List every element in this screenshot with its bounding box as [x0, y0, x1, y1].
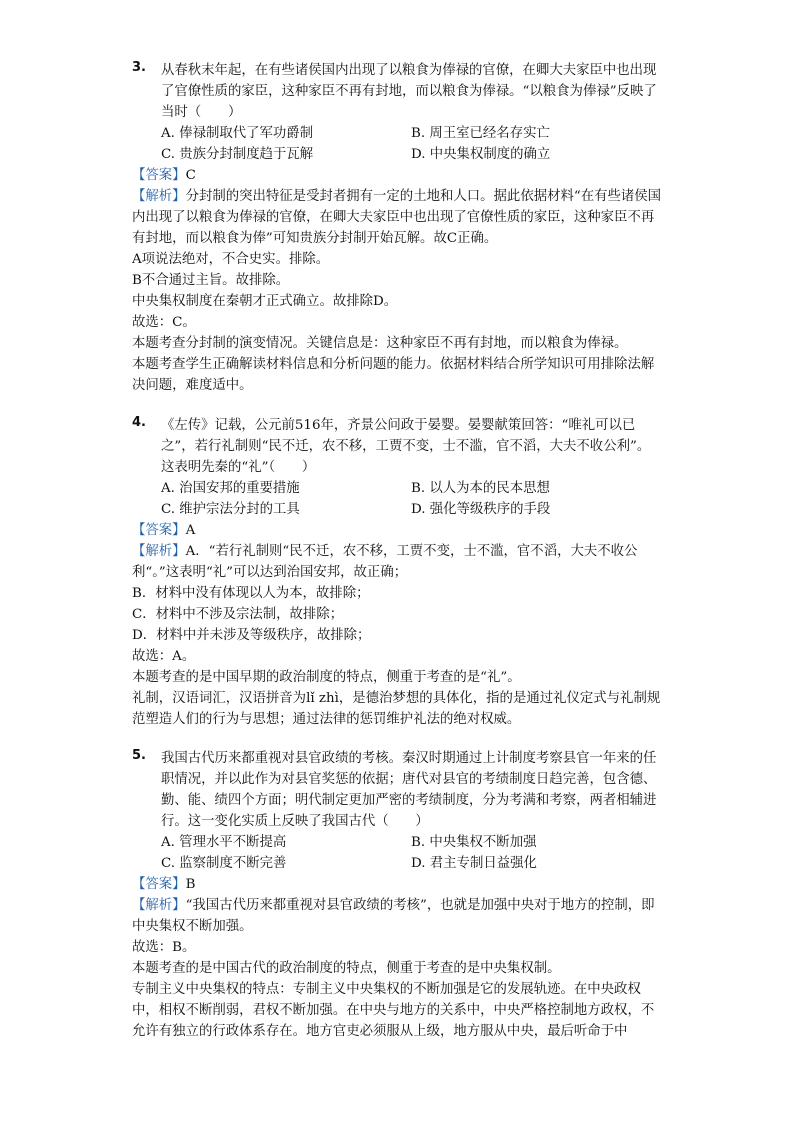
- analysis-text: “我国古代历来都重视对县官政绩的考核”，也就是加强中央对于地方的控制，即中央集权不断加强。: [132, 898, 655, 934]
- analysis-text: B．材料中没有体现以人为本，故排除；: [132, 586, 370, 601]
- analysis-line: 【解析】“我国古代历来都重视对县官政绩的考核”，也就是加强中央对于地方的控制，即中央集权不断加强。: [132, 898, 655, 934]
- question-stem: 从春秋末年起，在有些诸侯国内出现了以粮食为俸禄的官僚，在卿大夫家臣中也出现了官僚性质的家臣，这种家臣不再有封地，而以粮食为俸禄。“以粮食为俸禄”反映了当时（ ）: [161, 63, 657, 120]
- answer-line: 【答案】C: [132, 168, 196, 183]
- analysis-line: 【解析】A．“若行礼制则“民不迁，农不移，工贾不变，士不滥，官不滔，大夫不收公利“。”这表明“礼”可以达到治国安邦，故正确；: [132, 544, 638, 580]
- question-stem: 我国古代历来都重视对县官政绩的考核。秦汉时期通过上计制度考察县官一年来的任职情况，并以此作为对县官奖惩的依据；唐代对县官的考绩制度日趋完善，包含德、勤、能、绩四个方面；明代制定更加严密的考绩制度，分为考满和考察，两者相辅进行。这一变化实质上反映了我国古代（ ）: [161, 751, 657, 829]
- option-a: A. 管理水平不断提高: [161, 835, 287, 850]
- option-c: C. 贵族分封制度趋于瓦解: [161, 147, 314, 162]
- answer-value: C: [185, 168, 196, 183]
- analysis-text: 故选：B。: [132, 940, 196, 955]
- analysis-text: A．“若行礼制则“民不迁，农不移，工贾不变，士不滥，官不滔，大夫不收公利“。”这表明“礼”可以达到治国安邦，故正确；: [132, 544, 638, 580]
- question-4: [132, 415, 662, 730]
- question-number: 4.: [132, 415, 146, 430]
- analysis-text: 本题考查学生正确解读材料信息和分析问题的能力。依据材料结合所学知识可用排除法解决问题，难度适中。: [132, 357, 655, 393]
- option-d: D. 强化等级秩序的手段: [411, 502, 551, 517]
- answer-value: A: [185, 523, 196, 538]
- options: [161, 123, 662, 165]
- option-c: C. 监察制度不断完善: [161, 856, 287, 871]
- option-a: A. 治国安邦的重要措施: [161, 481, 300, 496]
- options: [161, 832, 662, 874]
- analysis-line: 【解析】分封制的突出特征是受封者拥有一定的土地和人口。据此依据材料“在有些诸侯国内出现了以粮食为俸禄的官僚，在卿大夫家臣中也出现了官僚性质的家臣，这种家臣不再有封地，而以粮食为俸”可知贵族分封制开始瓦解。故C正确。: [132, 189, 662, 246]
- analysis-text: A项说法绝对，不合史实。排除。: [132, 252, 330, 267]
- analysis-text: 本题考查的是中国古代的政治制度的特点，侧重于考查的是中央集权制。: [132, 961, 561, 976]
- question-3: [132, 60, 662, 396]
- analysis-label: 解析: [145, 189, 173, 204]
- answer-line: 【答案】B: [132, 877, 196, 892]
- options: [161, 478, 662, 520]
- analysis-text: 专制主义中央集权的特点：专制主义中央集权的不断加强是它的发展轨迹。在中央政权中，相权不断削弱，君权不断加强。在中央与地方的关系中，中央严格控制地方政权，不允许有独立的行政体系存在。地方官吏必须服从上级，地方服从中央，最后听命于中: [132, 982, 655, 1039]
- analysis-text: C．材料中不涉及宗法制，故排除；: [132, 607, 344, 622]
- option-b: B. 周王室已经名存实亡: [411, 126, 550, 141]
- analysis-text: 分封制的突出特征是受封者拥有一定的土地和人口。据此依据材料“在有些诸侯国内出现了以粮食为俸禄的官僚，在卿大夫家臣中也出现了官僚性质的家臣，这种家臣不再有封地，而以粮食为俸”可知贵族分封制开始瓦解。故C正确。: [132, 189, 662, 246]
- analysis-text: 本题考查的是中国早期的政治制度的特点，侧重于考查的是“礼”。: [132, 670, 521, 685]
- analysis-text: 故选：A。: [132, 649, 196, 664]
- answer-label: 答案: [145, 877, 173, 892]
- question-5: [132, 748, 662, 1042]
- analysis-text: D．材料中并未涉及等级秩序，故排除；: [132, 628, 371, 643]
- option-c: C. 维护宗法分封的工具: [161, 502, 300, 517]
- analysis-text: 本题考查分封制的演变情况。关键信息是：这种家臣不再有封地，而以粮食为俸禄。: [132, 336, 628, 351]
- question-number: 5.: [132, 748, 146, 763]
- answer-line: 【答案】A: [132, 523, 196, 538]
- option-d: D. 中央集权制度的确立: [411, 147, 551, 162]
- analysis-text: 礼制，汉语词汇，汉语拼音为lǐ zhì，是德治梦想的具体化，指的是通过礼仪定式与礼制规范塑造人们的行为与思想；通过法律的惩罚维护礼法的绝对权威。: [132, 691, 661, 727]
- option-a: A. 俸禄制取代了军功爵制: [161, 126, 314, 141]
- option-b: B. 以人为本的民本思想: [411, 481, 550, 496]
- option-d: D. 君主专制日益强化: [411, 856, 537, 871]
- answer-label: 答案: [145, 168, 173, 183]
- analysis-label: 解析: [145, 898, 173, 913]
- question-stem: 《左传》记载，公元前516年，齐景公问政于晏婴。晏婴献策回答：“唯礼可以已之”，若行礼制则“民不迁，农不移，工贾不变，士不滥，官不滔，大夫不收公利”。这表明先秦的“礼”（ ）: [161, 418, 651, 475]
- analysis-text: 故选：C。: [132, 315, 196, 330]
- option-b: B. 中央集权不断加强: [411, 835, 537, 850]
- question-number: 3.: [132, 60, 146, 75]
- analysis-text: 中央集权制度在秦朝才正式确立。故排除D。: [132, 294, 398, 309]
- analysis-text: B不合通过主旨。故排除。: [132, 273, 290, 288]
- answer-value: B: [185, 877, 196, 892]
- answer-label: 答案: [145, 523, 173, 538]
- analysis-label: 解析: [145, 544, 173, 559]
